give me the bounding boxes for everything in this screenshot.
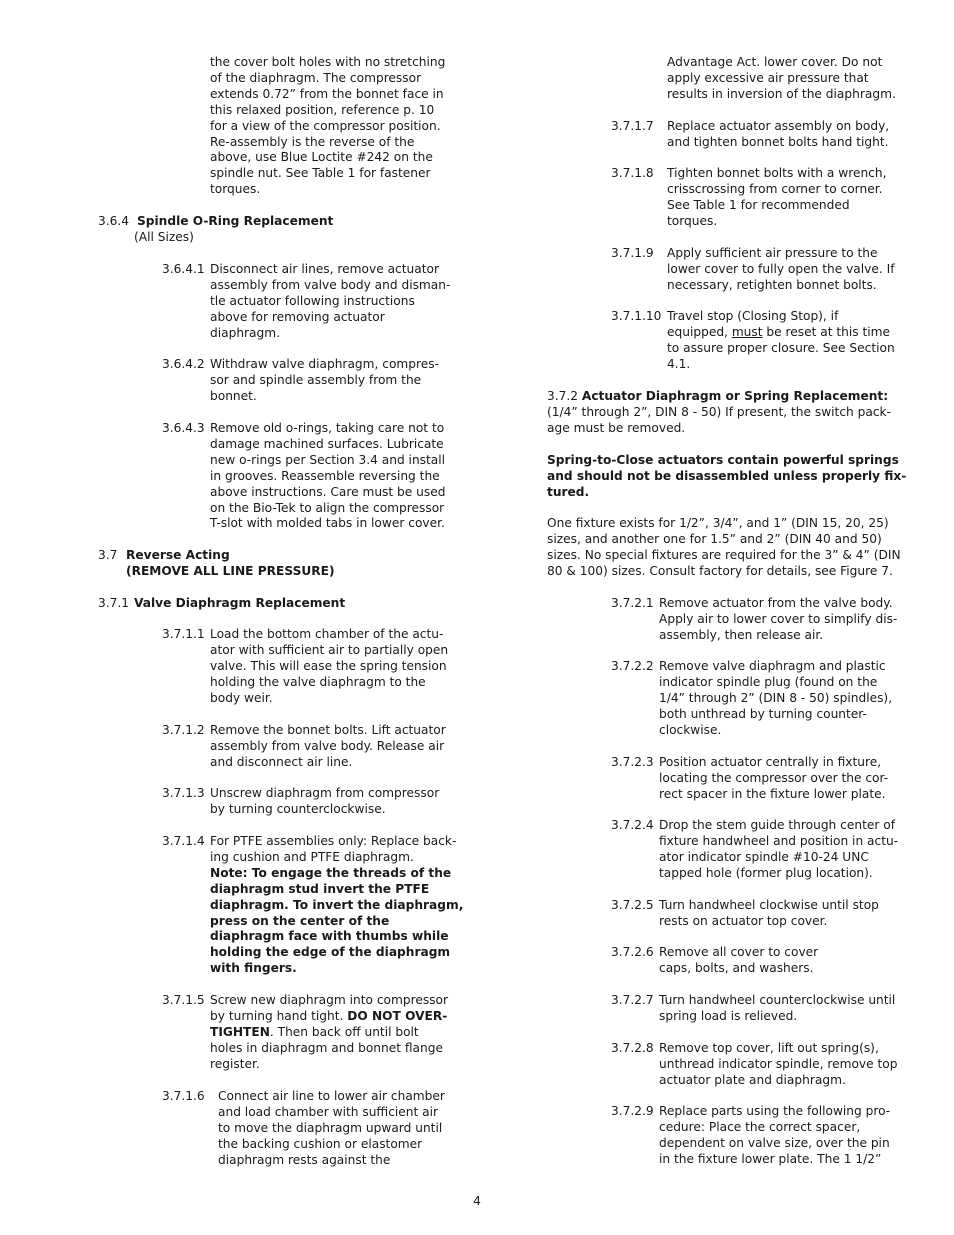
text-line: Load the bottom chamber of the actu- [210, 627, 444, 641]
text-line: of the diaphragm. The compressor [210, 70, 422, 85]
text-line [210, 1009, 448, 1025]
text-line: Travel stop (Closing Stop), if [667, 309, 839, 323]
text-line: to assure proper closure. See Section [667, 340, 895, 355]
step-number: 3.7.2.5 [611, 898, 654, 912]
emphasis-text: DO NOT OVER- [347, 1008, 448, 1023]
text-line: in the fixture lower plate. The 1 1/2” [659, 1151, 882, 1166]
step-number: 3.7.2.1 [611, 596, 654, 610]
text-line: damage machined surfaces. Lubricate [210, 436, 444, 451]
text-line: Turn handwheel counterclockwise until [659, 993, 896, 1007]
text-line: Turn handwheel clockwise until stop [659, 898, 879, 912]
step-text [667, 119, 889, 151]
text-line: by turning counterclockwise. [210, 801, 386, 816]
text-line: locating the compressor over the cor- [659, 770, 889, 785]
text-line: ator with sufficient air to partially open [210, 642, 449, 657]
note-line: press on the center of the [210, 913, 390, 928]
text-line: Connect air line to lower air chamber [218, 1089, 445, 1103]
step-number: 3.7.2.7 [611, 993, 654, 1007]
text-line: lower cover to fully open the valve. If [667, 261, 895, 276]
step-number: 3.7.2.8 [611, 1041, 654, 1055]
text-line: results in inversion of the diaphragm. [667, 86, 896, 101]
continued-paragraph [667, 55, 896, 103]
step-number: 3.6.4.2 [162, 357, 205, 371]
text-line: (1/4” through 2”, DIN 8 - 50) If present, the switch pack- [547, 404, 891, 419]
text-line: fixture handwheel and position in actu- [659, 833, 899, 848]
step-number: 3.7.2.6 [611, 945, 654, 959]
section-subheading: (All Sizes) [134, 230, 194, 244]
text-line: unthread indicator spindle, remove top [659, 1056, 898, 1071]
text-line: and load chamber with sufficient air [218, 1104, 439, 1119]
text-line: Re-assembly is the reverse of the [210, 134, 415, 149]
text-line: Position actuator centrally in fixture, [659, 755, 882, 769]
warning-paragraph [547, 453, 906, 501]
text-line: See Table 1 for recommended [667, 197, 850, 212]
text-line: sor and spindle assembly from the [210, 372, 422, 387]
note-line: Note: To engage the threads of the [210, 865, 452, 880]
note-line: diaphragm stud invert the PTFE [210, 881, 430, 896]
text-line: Remove the bonnet bolts. Lift actuator [210, 723, 446, 737]
section-number: 3.6.4 [98, 214, 130, 228]
text-line: valve. This will ease the spring tension [210, 658, 447, 673]
text-span: equipped, [667, 324, 732, 339]
step-text [659, 818, 898, 882]
step-number: 3.7.1.2 [162, 723, 205, 737]
text-line: age must be removed. [547, 420, 686, 435]
step-text [667, 309, 895, 373]
page-number: 4 [473, 1194, 481, 1208]
section-subheading [126, 564, 335, 580]
text-line: to move the diaphragm upward until [218, 1120, 443, 1135]
text-line: actuator plate and diaphragm. [659, 1072, 846, 1087]
section-heading [137, 214, 333, 230]
text-line: Advantage Act. lower cover. Do not [667, 55, 883, 69]
text-line [210, 1025, 448, 1041]
section-heading-line [547, 389, 891, 405]
text-line: Tighten bonnet bolts with a wrench, [667, 166, 887, 180]
section-heading [134, 596, 345, 612]
text-line: Disconnect air lines, remove actuator [210, 262, 439, 276]
text-line: for a view of the compressor position. [210, 118, 441, 133]
step-number: 3.7.1.8 [611, 166, 654, 180]
text-line: indicator spindle plug (found on the [659, 674, 878, 689]
text-span: be reset at this time [762, 324, 891, 339]
text-line: rect spacer in the fixture lower plate. [659, 786, 886, 801]
step-text [659, 993, 895, 1025]
warning-line: and should not be disassembled unless properly fix- [547, 468, 907, 483]
text-line: both unthread by turning counter- [659, 706, 867, 721]
step-text [659, 1104, 890, 1168]
text-line: and tighten bonnet bolts hand tight. [667, 134, 889, 149]
text-line: assembly from valve body and disman- [210, 277, 451, 292]
text-line: the backing cushion or elastomer [218, 1136, 423, 1151]
step-number: 3.6.4.3 [162, 421, 205, 435]
text-line: torques. [210, 182, 261, 197]
text-line: Remove top cover, lift out spring(s), [659, 1041, 879, 1055]
heading-text: Actuator Diaphragm or Spring Replacement: [581, 389, 889, 403]
text-line: cedure: Place the correct spacer, [659, 1119, 861, 1134]
step-text [659, 945, 818, 977]
text-span: . Then back off until bolt [269, 1024, 419, 1039]
warning-line: Spring-to-Close actuators contain powerful springs [547, 453, 899, 467]
step-text [659, 659, 892, 739]
step-text [210, 627, 448, 707]
text-line: body weir. [210, 690, 273, 705]
text-line: Withdraw valve diaphragm, compres- [210, 357, 440, 371]
heading-text: (REMOVE ALL LINE PRESSURE) [126, 564, 335, 578]
text-line: necessary, retighten bonnet bolts. [667, 277, 877, 292]
text-line: One fixture exists for 1/2”, 3/4”, and 1” (DIN 15, 20, 25) [547, 516, 889, 530]
step-number: 3.7.1.4 [162, 834, 205, 848]
step-number: 3.7.1.6 [162, 1089, 205, 1103]
text-line: holes in diaphragm and bonnet flange [210, 1040, 443, 1055]
text-line: assembly from valve body. Release air [210, 738, 445, 753]
step-number: 3.7.1.3 [162, 786, 205, 800]
note-line: with fingers. [210, 961, 297, 976]
step-text [667, 166, 886, 230]
underlined-text: must [731, 324, 763, 339]
step-text [210, 723, 446, 771]
text-line: Remove old o-rings, taking care not to [210, 421, 445, 435]
text-line: holding the valve diaphragm to the [210, 674, 426, 689]
step-text [659, 596, 897, 644]
intro-paragraph [210, 55, 445, 198]
step-number: 3.7.1.10 [611, 309, 662, 323]
text-line: new o-rings per Section 3.4 and install [210, 452, 446, 467]
step-number: 3.7.2.9 [611, 1104, 654, 1118]
text-line: spring load is relieved. [659, 1008, 798, 1023]
fixture-paragraph [547, 516, 901, 580]
text-line: sizes, and another one for 1.5” and 2” (DIN 40 and 50) [547, 531, 882, 546]
step-number: 3.7.1.1 [162, 627, 205, 641]
section-372 [547, 389, 891, 437]
text-line: bonnet. [210, 388, 257, 403]
step-text [659, 898, 879, 930]
text-span: by turning hand tight. [210, 1008, 348, 1023]
heading-text: Spindle O-Ring Replacement [137, 214, 334, 228]
step-text [659, 1041, 897, 1089]
text-line: crisscrossing from corner to corner. [667, 181, 883, 196]
step-text [210, 834, 463, 977]
step-number: 3.6.4.1 [162, 262, 205, 276]
text-line: rests on actuator top cover. [659, 913, 828, 928]
step-number: 3.7.2.2 [611, 659, 654, 673]
text-line: and disconnect air line. [210, 754, 353, 769]
text-line: 4.1. [667, 356, 691, 371]
step-number: 3.7.1.9 [611, 246, 654, 260]
text-line: above instructions. Care must be used [210, 484, 446, 499]
text-line: Screw new diaphragm into compressor [210, 993, 448, 1007]
text-line: apply excessive air pressure that [667, 70, 869, 85]
step-number: 3.7.2.3 [611, 755, 654, 769]
text-line: extends 0.72” from the bonnet face in [210, 86, 444, 101]
text-line: spindle nut. See Table 1 for fastener [210, 166, 431, 181]
section-number: 3.7.2 [547, 389, 579, 403]
text-line: diaphragm rests against the [218, 1152, 391, 1167]
text-line: Replace parts using the following pro- [659, 1104, 891, 1118]
step-number: 3.7.1.5 [162, 993, 205, 1007]
emphasis-text: TIGHTEN [210, 1024, 270, 1039]
step-number: 3.7.2.4 [611, 818, 654, 832]
text-line: tapped hole (former plug location). [659, 865, 873, 880]
text-line: For PTFE assemblies only: Replace back- [210, 834, 457, 848]
heading-text: Valve Diaphragm Replacement [134, 596, 346, 610]
text-line: torques. [667, 213, 718, 228]
text-line: Apply sufficient air pressure to the [667, 246, 878, 260]
text-line: ing cushion and PTFE diaphragm. [210, 849, 414, 864]
section-heading [126, 548, 230, 564]
step-text [667, 246, 895, 294]
note-line: holding the edge of the diaphragm [210, 945, 451, 960]
step-number: 3.7.1.7 [611, 119, 654, 133]
text-line: Drop the stem guide through center of [659, 818, 895, 832]
step-text [210, 786, 439, 818]
text-line: sizes. No special fixtures are required for the 3” & 4” (DIN [547, 547, 901, 562]
text-line: Remove all cover to cover [659, 945, 819, 959]
text-line: the cover bolt holes with no stretching [210, 55, 446, 69]
text-line: Unscrew diaphragm from compressor [210, 786, 440, 800]
text-line: diaphragm. [210, 325, 281, 340]
text-line: above, use Blue Loctite #242 on the [210, 150, 433, 165]
text-line: Remove actuator from the valve body. [659, 596, 893, 610]
text-line: clockwise. [659, 722, 722, 737]
text-line [667, 325, 895, 341]
note-line: diaphragm. To invert the diaphragm, [210, 897, 464, 912]
note-line: diaphragm face with thumbs while [210, 929, 449, 944]
step-text [210, 357, 439, 405]
text-line: on the Bio-Tek to align the compressor [210, 500, 445, 515]
section-number: 3.7 [98, 548, 118, 562]
heading-text: Reverse Acting [126, 548, 230, 562]
step-text [659, 755, 888, 803]
warning-line: tured. [547, 484, 590, 499]
text-line: caps, bolts, and washers. [659, 960, 814, 975]
text-line: ator indicator spindle #10-24 UNC [659, 849, 869, 864]
text-line: T-slot with molded tabs in lower cover. [210, 516, 445, 531]
text-line: in grooves. Reassemble reversing the [210, 468, 440, 483]
section-number: 3.7.1 [98, 596, 130, 610]
step-text [210, 262, 450, 342]
step-text [218, 1089, 445, 1169]
step-text [210, 421, 445, 532]
text-line: register. [210, 1056, 260, 1071]
text-line: Replace actuator assembly on body, [667, 119, 890, 133]
text-line: above for removing actuator [210, 309, 385, 324]
text-line: Remove valve diaphragm and plastic [659, 659, 886, 673]
text-line: this relaxed position, reference p. 10 [210, 102, 435, 117]
text-line: Apply air to lower cover to simplify dis- [659, 611, 898, 626]
text-line: 1/4” through 2” (DIN 8 - 50) spindles), [659, 690, 893, 705]
text-line: tle actuator following instructions [210, 293, 415, 308]
text-line: assembly, then release air. [659, 627, 824, 642]
text-line: dependent on valve size, over the pin [659, 1135, 890, 1150]
step-text [210, 993, 448, 1073]
text-line: 80 & 100) sizes. Consult factory for details, see Figure 7. [547, 563, 893, 578]
